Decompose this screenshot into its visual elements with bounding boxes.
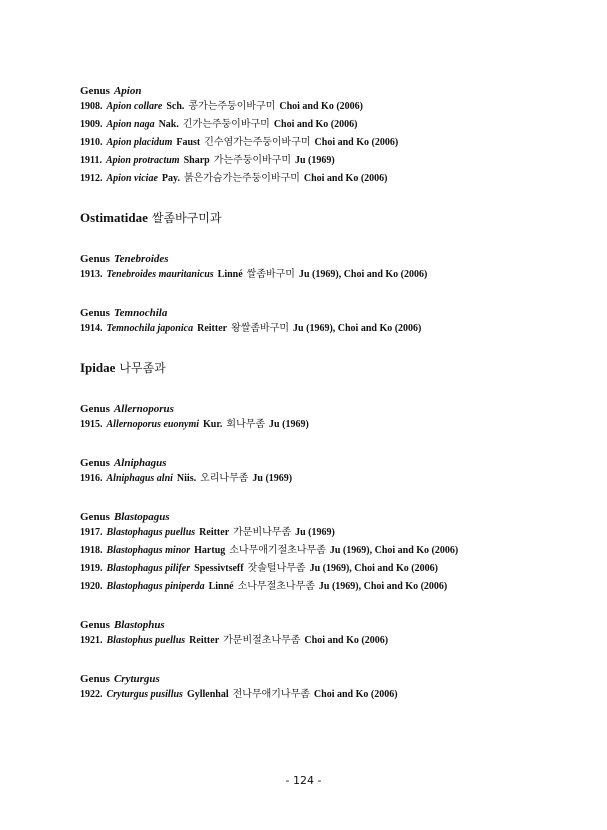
references: Ju (1969), Choi and Ko (2006) (329, 545, 459, 556)
species-author: Nak. (158, 119, 179, 130)
entry-number: 1912. (80, 173, 103, 184)
species-author: Reitter (189, 635, 220, 646)
entry-number: 1920. (80, 581, 103, 592)
entry-number: 1910. (80, 137, 103, 148)
korean-name: 가문비절초나무좀 (223, 635, 301, 646)
korean-name: 전나무애기나무좀 (232, 689, 310, 700)
korean-name: 가는주둥이바구미 (213, 155, 291, 166)
species-author: Linné (208, 581, 234, 592)
entry-number: 1922. (80, 689, 103, 700)
korean-name: 소나무애기절초나무좀 (229, 545, 326, 556)
references: Choi and Ko (2006) (314, 137, 399, 148)
species-name: Blastophagus piniperda (106, 581, 205, 592)
genus-name: Cryturgus (113, 673, 160, 685)
entry-number: 1908. (80, 101, 103, 112)
references: Choi and Ko (2006) (303, 173, 388, 184)
species-author: Reitter (199, 527, 230, 538)
family-latin-name: Ipidae (80, 360, 116, 375)
species-name: Apion protractum (105, 155, 180, 166)
genus-name: Blastopagus (113, 511, 170, 523)
entry-number: 1911. (80, 155, 102, 166)
genus-block (80, 306, 580, 338)
species-entry (80, 116, 580, 134)
species-author: Pay. (161, 173, 180, 184)
species-entry (80, 470, 580, 488)
species-name: Apion collare (106, 101, 163, 112)
species-author: Faust (176, 137, 201, 148)
species-entry (80, 152, 580, 170)
references: Choi and Ko (2006) (273, 119, 358, 130)
genus-name: Blastophus (113, 619, 165, 631)
entry-number: 1918. (80, 545, 103, 556)
references: Ju (1969) (295, 155, 335, 166)
korean-name: 긴가는주둥이바구미 (182, 119, 270, 130)
korean-name: 왕쌀좀바구미 (231, 323, 290, 334)
genus-heading (80, 402, 580, 416)
references: Choi and Ko (2006) (279, 101, 363, 112)
entry-number: 1919. (80, 563, 103, 574)
korean-name: 잣솔털나무좀 (247, 563, 306, 574)
genus-label: Genus (80, 457, 110, 469)
species-name: Tenebroides mauritanicus (106, 269, 214, 280)
korean-name: 긴수염가는주둥이바구미 (204, 137, 311, 148)
species-name: Allernoporus euonymi (106, 419, 200, 430)
genus-label: Genus (80, 673, 110, 685)
genus-name: Allernoporus (113, 403, 174, 415)
references: Choi and Ko (2006) (304, 635, 389, 646)
genus-label: Genus (80, 511, 110, 523)
entry-number: 1914. (80, 323, 103, 334)
genus-block (80, 402, 580, 434)
species-name: Blastophagus minor (106, 545, 191, 556)
genus-name: Tenebroides (113, 253, 169, 265)
species-entry (80, 686, 580, 704)
family-korean-name: 나무좀과 (119, 361, 166, 375)
species-entry (80, 578, 580, 596)
genus-label: Genus (80, 403, 110, 415)
genus-block (80, 84, 580, 188)
korean-name: 가문비나무좀 (233, 527, 292, 538)
species-entry (80, 416, 580, 434)
entry-number: 1921. (80, 635, 103, 646)
genus-heading (80, 672, 580, 686)
genus-block (80, 252, 580, 284)
document-body (80, 84, 580, 726)
genus-name: Temnochila (113, 307, 168, 319)
family-heading (80, 360, 580, 376)
species-name: Apion placidum (106, 137, 173, 148)
korean-name: 쌀좀바구미 (246, 269, 295, 280)
genus-heading (80, 252, 580, 266)
genus-heading (80, 84, 580, 98)
species-author: Linné (217, 269, 243, 280)
family-latin-name: Ostimatidae (80, 210, 148, 225)
genus-label: Genus (80, 619, 110, 631)
species-entry (80, 134, 580, 152)
entry-number: 1915. (80, 419, 103, 430)
genus-label: Genus (80, 85, 110, 97)
species-entry (80, 560, 580, 578)
references: Choi and Ko (2006) (313, 689, 398, 700)
entry-number: 1909. (80, 119, 103, 130)
genus-block (80, 510, 580, 596)
genus-block (80, 672, 580, 704)
korean-name: 붉은가슴가는주둥이바구미 (183, 173, 300, 184)
genus-name: Apion (113, 85, 142, 97)
page-number: - 124 - (285, 774, 322, 787)
species-entry (80, 542, 580, 560)
species-name: Apion naga (106, 119, 155, 130)
korean-name: 콩가는주둥이바구미 (188, 101, 276, 112)
genus-name: Alniphagus (113, 457, 167, 469)
entry-number: 1916. (80, 473, 103, 484)
species-author: Hartug (194, 545, 226, 556)
species-author: Sch. (166, 101, 185, 112)
species-name: Cryturgus pusillus (106, 689, 183, 700)
references: Ju (1969), Choi and Ko (2006) (309, 563, 438, 574)
species-name: Blastophagus puellus (106, 527, 196, 538)
species-name: Alniphagus alni (106, 473, 173, 484)
species-entry (80, 170, 580, 188)
genus-heading (80, 510, 580, 524)
korean-name: 오리나무좀 (200, 473, 249, 484)
references: Ju (1969) (269, 419, 309, 430)
species-author: Spessivtseff (194, 563, 244, 574)
species-name: Blastophus puellus (106, 635, 186, 646)
species-entry (80, 320, 580, 338)
family-korean-name: 쌀좀바구미과 (151, 211, 222, 225)
species-author: Reitter (197, 323, 228, 334)
genus-block (80, 618, 580, 650)
species-author: Kur. (203, 419, 223, 430)
references: Ju (1969) (295, 527, 335, 538)
genus-heading (80, 306, 580, 320)
species-entry (80, 632, 580, 650)
references: Ju (1969), Choi and Ko (2006) (318, 581, 448, 592)
species-entry (80, 524, 580, 542)
species-name: Blastophagus pilifer (106, 563, 191, 574)
genus-label: Genus (80, 253, 110, 265)
references: Ju (1969) (252, 473, 293, 484)
species-author: Sharp (183, 155, 210, 166)
genus-heading (80, 456, 580, 470)
species-entry (80, 98, 580, 116)
korean-name: 소나무절초나무좀 (237, 581, 315, 592)
entry-number: 1913. (80, 269, 103, 280)
species-entry (80, 266, 580, 284)
species-author: Gyllenhal (186, 689, 229, 700)
genus-heading (80, 618, 580, 632)
species-author: Niis. (176, 473, 197, 484)
genus-block (80, 456, 580, 488)
entry-number: 1917. (80, 527, 103, 538)
species-name: Apion viciae (106, 173, 158, 184)
korean-name: 회나무좀 (226, 419, 266, 430)
references: Ju (1969), Choi and Ko (2006) (293, 323, 422, 334)
references: Ju (1969), Choi and Ko (2006) (298, 269, 428, 280)
genus-label: Genus (80, 307, 110, 319)
species-name: Temnochila japonica (106, 323, 194, 334)
family-heading (80, 210, 580, 226)
